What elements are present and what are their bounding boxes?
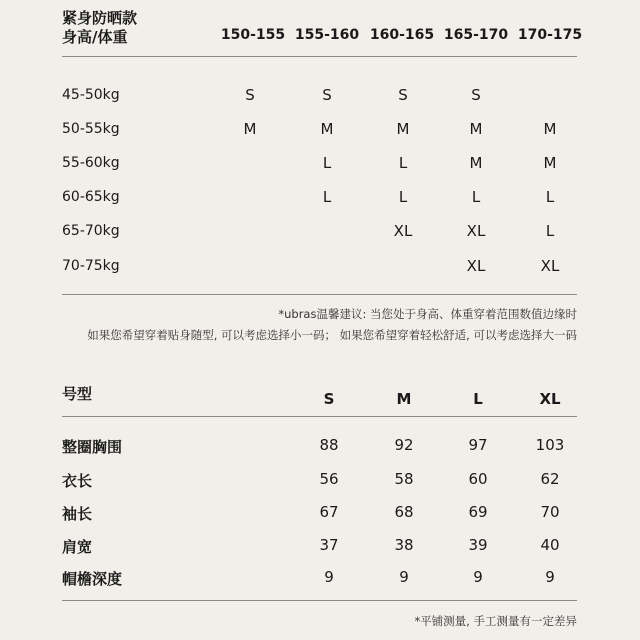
- header-divider: [62, 56, 577, 57]
- measurement-value: 70: [540, 503, 560, 521]
- measurement-value: 39: [468, 536, 488, 554]
- measurement-value: 9: [545, 568, 555, 586]
- size-cell: S: [398, 86, 408, 104]
- size-advice-note-line2: 如果您希望穿着贴身随型, 可以考虑选择小一码； 如果您希望穿着轻松舒适, 可以考虑选择大一码: [87, 328, 577, 342]
- size-header-m: M: [396, 390, 412, 408]
- table-title: 紧身防晒款: [62, 9, 138, 27]
- size-header-xl: XL: [539, 390, 561, 408]
- weight-label: 45-50kg: [62, 87, 120, 103]
- height-header-150-155: 150-155: [220, 27, 286, 43]
- size-cell: L: [545, 188, 555, 206]
- measurement-footnote: *平铺测量, 手工测量有一定差异: [414, 614, 577, 628]
- table-bottom-divider: [62, 294, 577, 295]
- size-cell: XL: [466, 222, 486, 240]
- size-cell: M: [469, 154, 483, 172]
- measurement-value: 37: [319, 536, 339, 554]
- measurement-value: 56: [319, 470, 339, 488]
- measurement-value: 62: [540, 470, 560, 488]
- measurement-value: 60: [468, 470, 488, 488]
- size-cell: XL: [466, 257, 486, 275]
- measurement-value: 69: [468, 503, 488, 521]
- measurement-value: 67: [319, 503, 339, 521]
- measurement-value: 97: [468, 436, 488, 454]
- measurement-value: 58: [394, 470, 414, 488]
- measurement-label: 袖长: [62, 505, 93, 523]
- measurement-value: 38: [394, 536, 414, 554]
- measurement-label: 肩宽: [62, 538, 93, 556]
- size-cell: M: [543, 154, 557, 172]
- measurement-value: 9: [324, 568, 334, 586]
- size-cell: M: [396, 120, 410, 138]
- weight-label: 65-70kg: [62, 223, 120, 239]
- size-cell: L: [398, 188, 408, 206]
- corner-label-size: 号型: [62, 385, 93, 403]
- weight-label: 60-65kg: [62, 189, 120, 205]
- measurement-value: 88: [319, 436, 339, 454]
- weight-label: 70-75kg: [62, 258, 120, 274]
- size-cell: L: [471, 188, 481, 206]
- weight-label: 55-60kg: [62, 155, 120, 171]
- size-cell: M: [469, 120, 483, 138]
- measurement-label: 衣长: [62, 472, 93, 490]
- size-cell: XL: [393, 222, 413, 240]
- height-header-160-165: 160-165: [369, 27, 435, 43]
- measurement-bottom-divider: [62, 600, 577, 601]
- size-cell: M: [543, 120, 557, 138]
- size-header-l: L: [473, 390, 483, 408]
- size-cell: L: [545, 222, 555, 240]
- measurement-value: 103: [535, 436, 565, 454]
- weight-label: 50-55kg: [62, 121, 120, 137]
- size-cell: L: [398, 154, 408, 172]
- height-header-170-175: 170-175: [517, 27, 583, 43]
- size-advice-note-line1: *ubras温馨建议: 当您处于身高、体重穿着范围数值边缘时: [278, 307, 577, 321]
- corner-label-height-weight: 身高/体重: [62, 28, 128, 46]
- measurement-header-divider: [62, 416, 577, 417]
- measurement-value: 9: [473, 568, 483, 586]
- size-cell: L: [322, 154, 332, 172]
- measurement-label: 整圈胸围: [62, 438, 123, 456]
- size-cell: S: [245, 86, 255, 104]
- size-cell: S: [471, 86, 481, 104]
- height-header-155-160: 155-160: [294, 27, 360, 43]
- size-cell: S: [322, 86, 332, 104]
- measurement-label: 帽檐深度: [62, 570, 123, 588]
- size-cell: L: [322, 188, 332, 206]
- size-header-s: S: [323, 390, 335, 408]
- size-cell: XL: [540, 257, 560, 275]
- measurement-value: 68: [394, 503, 414, 521]
- measurement-value: 9: [399, 568, 409, 586]
- measurement-value: 92: [394, 436, 414, 454]
- size-cell: M: [320, 120, 334, 138]
- size-cell: M: [243, 120, 257, 138]
- height-header-165-170: 165-170: [443, 27, 509, 43]
- measurement-value: 40: [540, 536, 560, 554]
